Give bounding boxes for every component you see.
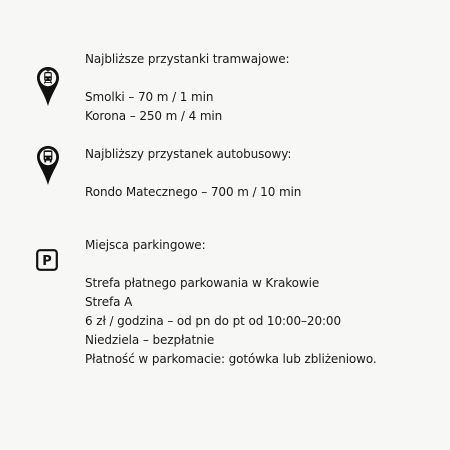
parking-info-line: 6 zł / godzina – od pn do pt od 10:00–20:00 — [85, 314, 341, 328]
parking-icon — [36, 249, 58, 275]
bus-text — [85, 145, 435, 202]
bus-stop-line: Rondo Matecznego – 700 m / 10 min — [85, 185, 302, 199]
tram-text — [85, 50, 435, 126]
parking-info-line: Strefa płatnego parkowania w Krakowie — [85, 276, 320, 290]
parking-text — [85, 236, 435, 369]
svg-text:P: P — [42, 254, 52, 269]
tram-pin-icon — [36, 66, 60, 112]
parking-heading: Miejsca parkingowe: — [85, 238, 206, 252]
bus-heading: Najbliższy przystanek autobusowy: — [85, 147, 292, 161]
tram-stop-line: Korona – 250 m / 4 min — [85, 109, 223, 123]
parking-info-line: Strefa A — [85, 295, 133, 309]
parking-info-line: Niedziela – bezpłatnie — [85, 333, 215, 347]
tram-heading: Najbliższe przystanki tramwajowe: — [85, 52, 290, 66]
bus-pin-icon — [36, 145, 60, 191]
parking-info-line: Płatność w parkomacie: gotówka lub zbliżeniowo. — [85, 352, 377, 366]
tram-stop-line: Smolki – 70 m / 1 min — [85, 90, 214, 104]
